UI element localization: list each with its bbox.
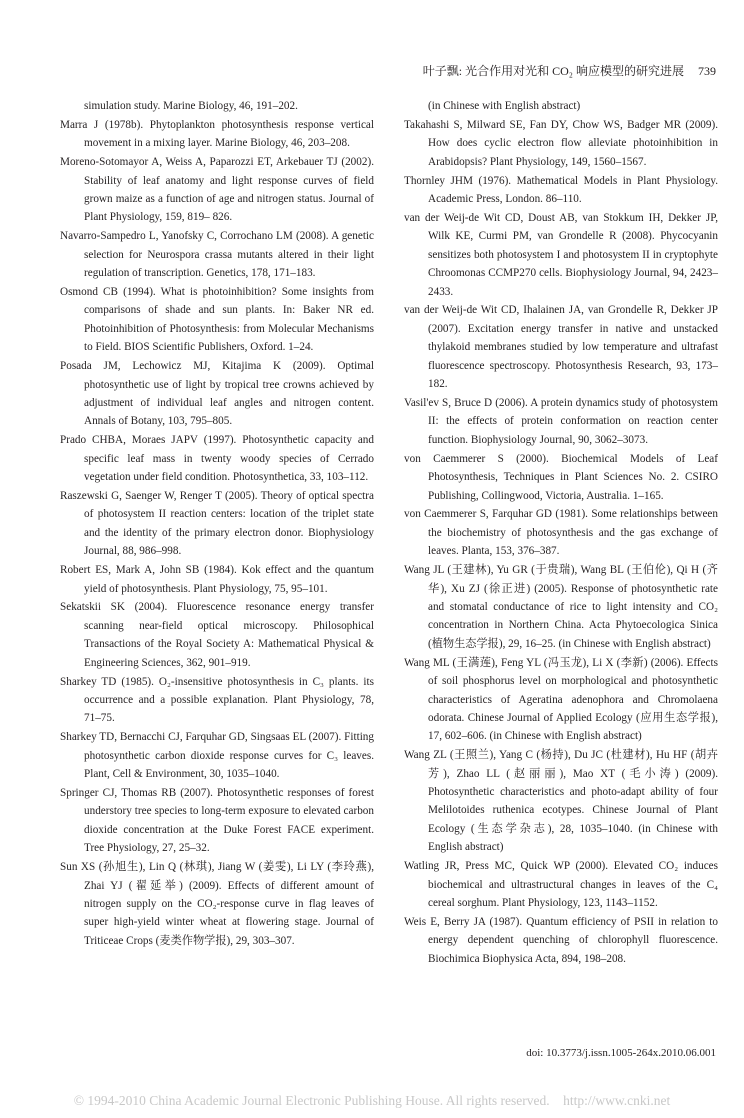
reference-entry: Osmond CB (1994). What is photoinhibition? Some insights from comparisons of shade and sun plants. In: Baker NR ed. Photoinhibition of Photosynthesis: from Molecular Mechanisms to Field. BIOS Scientific Publishers, Oxford. 1–24. bbox=[60, 286, 374, 354]
references-right-column bbox=[404, 97, 718, 969]
reference-entry: van der Weij-de Wit CD, Ihalainen JA, van Grondelle R, Dekker JP (2007). Excitation energy transfer in native and unstacked thylakoid membranes studied by low temperature and ultrafast fluorescence spectroscopy. Photosynthesis Research, 93, 173–182. bbox=[404, 304, 718, 391]
reference-entry: Watling JR, Press MC, Quick WP (2000). Elevated CO₂ induces biochemical and ultrastructural changes in leaves of the C₄ cereal sorghum. Plant Physiology, 123, 1143–1152. bbox=[404, 860, 718, 909]
reference-entry: Takahashi S, Milward SE, Fan DY, Chow WS, Badger MR (2009). How does cyclic electron flow alleviate photoinhibition in Arabidopsis? Plant Physiology, 149, 1560–1567. bbox=[404, 118, 718, 168]
reference-entry: Navarro-Sampedro L, Yanofsky C, Corrochano LM (2008). A genetic selection for Neurospora crassa mutants altered in their light regulation of transcription. Genetics, 178, 171–183. bbox=[60, 230, 374, 280]
reference-entry: Wang JL (王建林), Yu GR (于贵瑞), Wang BL (王伯伦), Qi H (齐华), Xu ZJ (徐正进) (2005). Response of photosynthetic rate and stomatal conductance of rice to light intensity and CO₂ concentration in Northern China. Acta Phytoecologica Sinica (植物生态学报), 29, 16–25. (in Chinese with English abstract) bbox=[404, 564, 718, 650]
page-number: 739 bbox=[698, 64, 716, 78]
running-header bbox=[423, 62, 716, 79]
reference-entry: Wang ML (王满莲), Feng YL (冯玉龙), Li X (李新) (2006). Effects of soil phosphorus level on morphological and photosynthetic characteristics of Ageratina adenophora and Chromolaena odorata. Chinese Journal of Applied Ecology (应用生态学报), 17, 602–606. (in Chinese with English abstract) bbox=[404, 656, 718, 743]
reference-entry: Marra J (1978b). Phytoplankton photosynthesis response vertical movement in a mixing layer. Marine Biology, 46, 203–208. bbox=[60, 118, 374, 150]
reference-entry: Wang ZL (王照兰), Yang C (杨持), Du JC (杜建材), Hu HF (胡卉芳), Zhao LL (赵丽丽), Mao XT (毛小涛) (2009). Photosynthetic characteristics and photo-adapt ability of four Melilotoides ruthenica ecotypes. Chinese Journal of Plant Ecology (生态学杂志), 28, 1035–1040. (in Chinese with English abstract) bbox=[404, 749, 718, 854]
references-left-column bbox=[60, 97, 374, 951]
reference-entry: Raszewski G, Saenger W, Renger T (2005). Theory of optical spectra of photosystem II reaction centers: location of the triplet state and the identity of the primary electron donor. Biophysiology Journal, 88, 986–998. bbox=[60, 490, 374, 558]
reference-entry: Sharkey TD (1985). O₂-insensitive photosynthesis in C₃ plants. its occurrence and a possible explanation. Plant Physiology, 78, 71–75. bbox=[60, 675, 374, 725]
reference-entry: von Caemmerer S, Farquhar GD (1981). Some relationships between the biochemistry of photosynthesis and the gas exchange of leaves. Planta, 153, 376–387. bbox=[404, 508, 718, 558]
reference-entry: simulation study. Marine Biology, 46, 191–202. bbox=[84, 100, 298, 112]
reference-entry: Thornley JHM (1976). Mathematical Models in Plant Physiology. Academic Press, London. 86–110. bbox=[404, 174, 718, 206]
reference-entry: Posada JM, Lechowicz MJ, Kitajima K (2009). Optimal photosynthetic use of light by tropical tree crowns achieved by adjustment of individual leaf angles and nitrogen content. Annals of Botany, 103, 795–805. bbox=[60, 360, 374, 428]
reference-entry: von Caemmerer S (2000). Biochemical Models of Leaf Photosynthesis, Techniques in Plant Sciences No. 2. CSIRO Publishing, Collingwood, Victoria, Australia. 1–165. bbox=[404, 452, 718, 502]
reference-entry: Sekatskii SK (2004). Fluorescence resonance energy transfer scanning near-field optical microscopy. Philosophical Transactions of the Royal Society A: Mathematical Physical & Engineering Sciences, 362, 901–919. bbox=[60, 601, 374, 669]
running-title: 叶子飘: 光合作用对光和 CO₂ 响应模型的研究进展 bbox=[422, 64, 684, 78]
reference-entry: Springer CJ, Thomas RB (2007). Photosynthetic responses of forest understory tree species to long-term exposure to elevated carbon dioxide concentration at the Duke Forest FACE experiment. Tree Physiology, 27, 25–32. bbox=[60, 787, 374, 855]
doi-line: doi: 10.3773/j.issn.1005-264x.2010.06.001 bbox=[526, 1047, 716, 1059]
reference-entry: Vasil'ev S, Bruce D (2006). A protein dynamics study of photosystem II: the effects of protein conformation on reaction center function. Biophysiology Journal, 90, 3062–3073. bbox=[404, 397, 718, 446]
reference-entry: Weis E, Berry JA (1987). Quantum efficiency of PSII in relation to energy dependent quenching of chlorophyll fluorescence. Biochimica Biophysica Acta, 894, 198–208. bbox=[404, 915, 718, 965]
reference-entry: Prado CHBA, Moraes JAPV (1997). Photosynthetic capacity and specific leaf mass in twenty woody species of Cerrado vegetation under field condition. Photosynthetica, 33, 103–112. bbox=[60, 434, 374, 484]
reference-entry: van der Weij-de Wit CD, Doust AB, van Stokkum IH, Dekker JP, Wilk KE, Curmi PM, van Grondelle R (2008). Phycocyanin sensitizes both photosystem I and photosystem II in cryptophyte Chroomonas CCMP270 cells. Biophysiology Journal, 94, 2423–2433. bbox=[404, 211, 718, 298]
copyright-watermark: © 1994-2010 China Academic Journal Electronic Publishing House. All rights reserved. http://www.cnki.net bbox=[73, 1093, 671, 1108]
reference-entry: Sharkey TD, Bernacchi CJ, Farquhar GD, Singsaas EL (2007). Fitting photosynthetic carbon dioxide response curves for C₃ leaves. Plant, Cell & Environment, 30, 1035–1040. bbox=[60, 731, 374, 781]
reference-entry: Sun XS (孙旭生), Lin Q (林琪), Jiang W (姜雯), Li LY (李玲燕), Zhai YJ (翟延举) (2009). Effects of different amount of nitrogen supply on the CO₂-response curve in flag leaves of super high-yield winter wheat at flowering stage. Journal of Triticeae Crops (麦类作物学报), 29, 303–307. bbox=[60, 861, 374, 947]
reference-entry: Robert ES, Mark A, John SB (1984). Kok effect and the quantum yield of photosynthesis. Plant Physiology, 75, 95–101. bbox=[60, 564, 374, 595]
reference-entry: (in Chinese with English abstract) bbox=[428, 100, 581, 112]
reference-entry: Moreno-Sotomayor A, Weiss A, Paparozzi ET, Arkebauer TJ (2002). Stability of leaf anatomy and light response curves of field grown maize as a function of age and nitrogen status. Journal of Plant Physiology, 159, 819– 826. bbox=[60, 156, 374, 224]
